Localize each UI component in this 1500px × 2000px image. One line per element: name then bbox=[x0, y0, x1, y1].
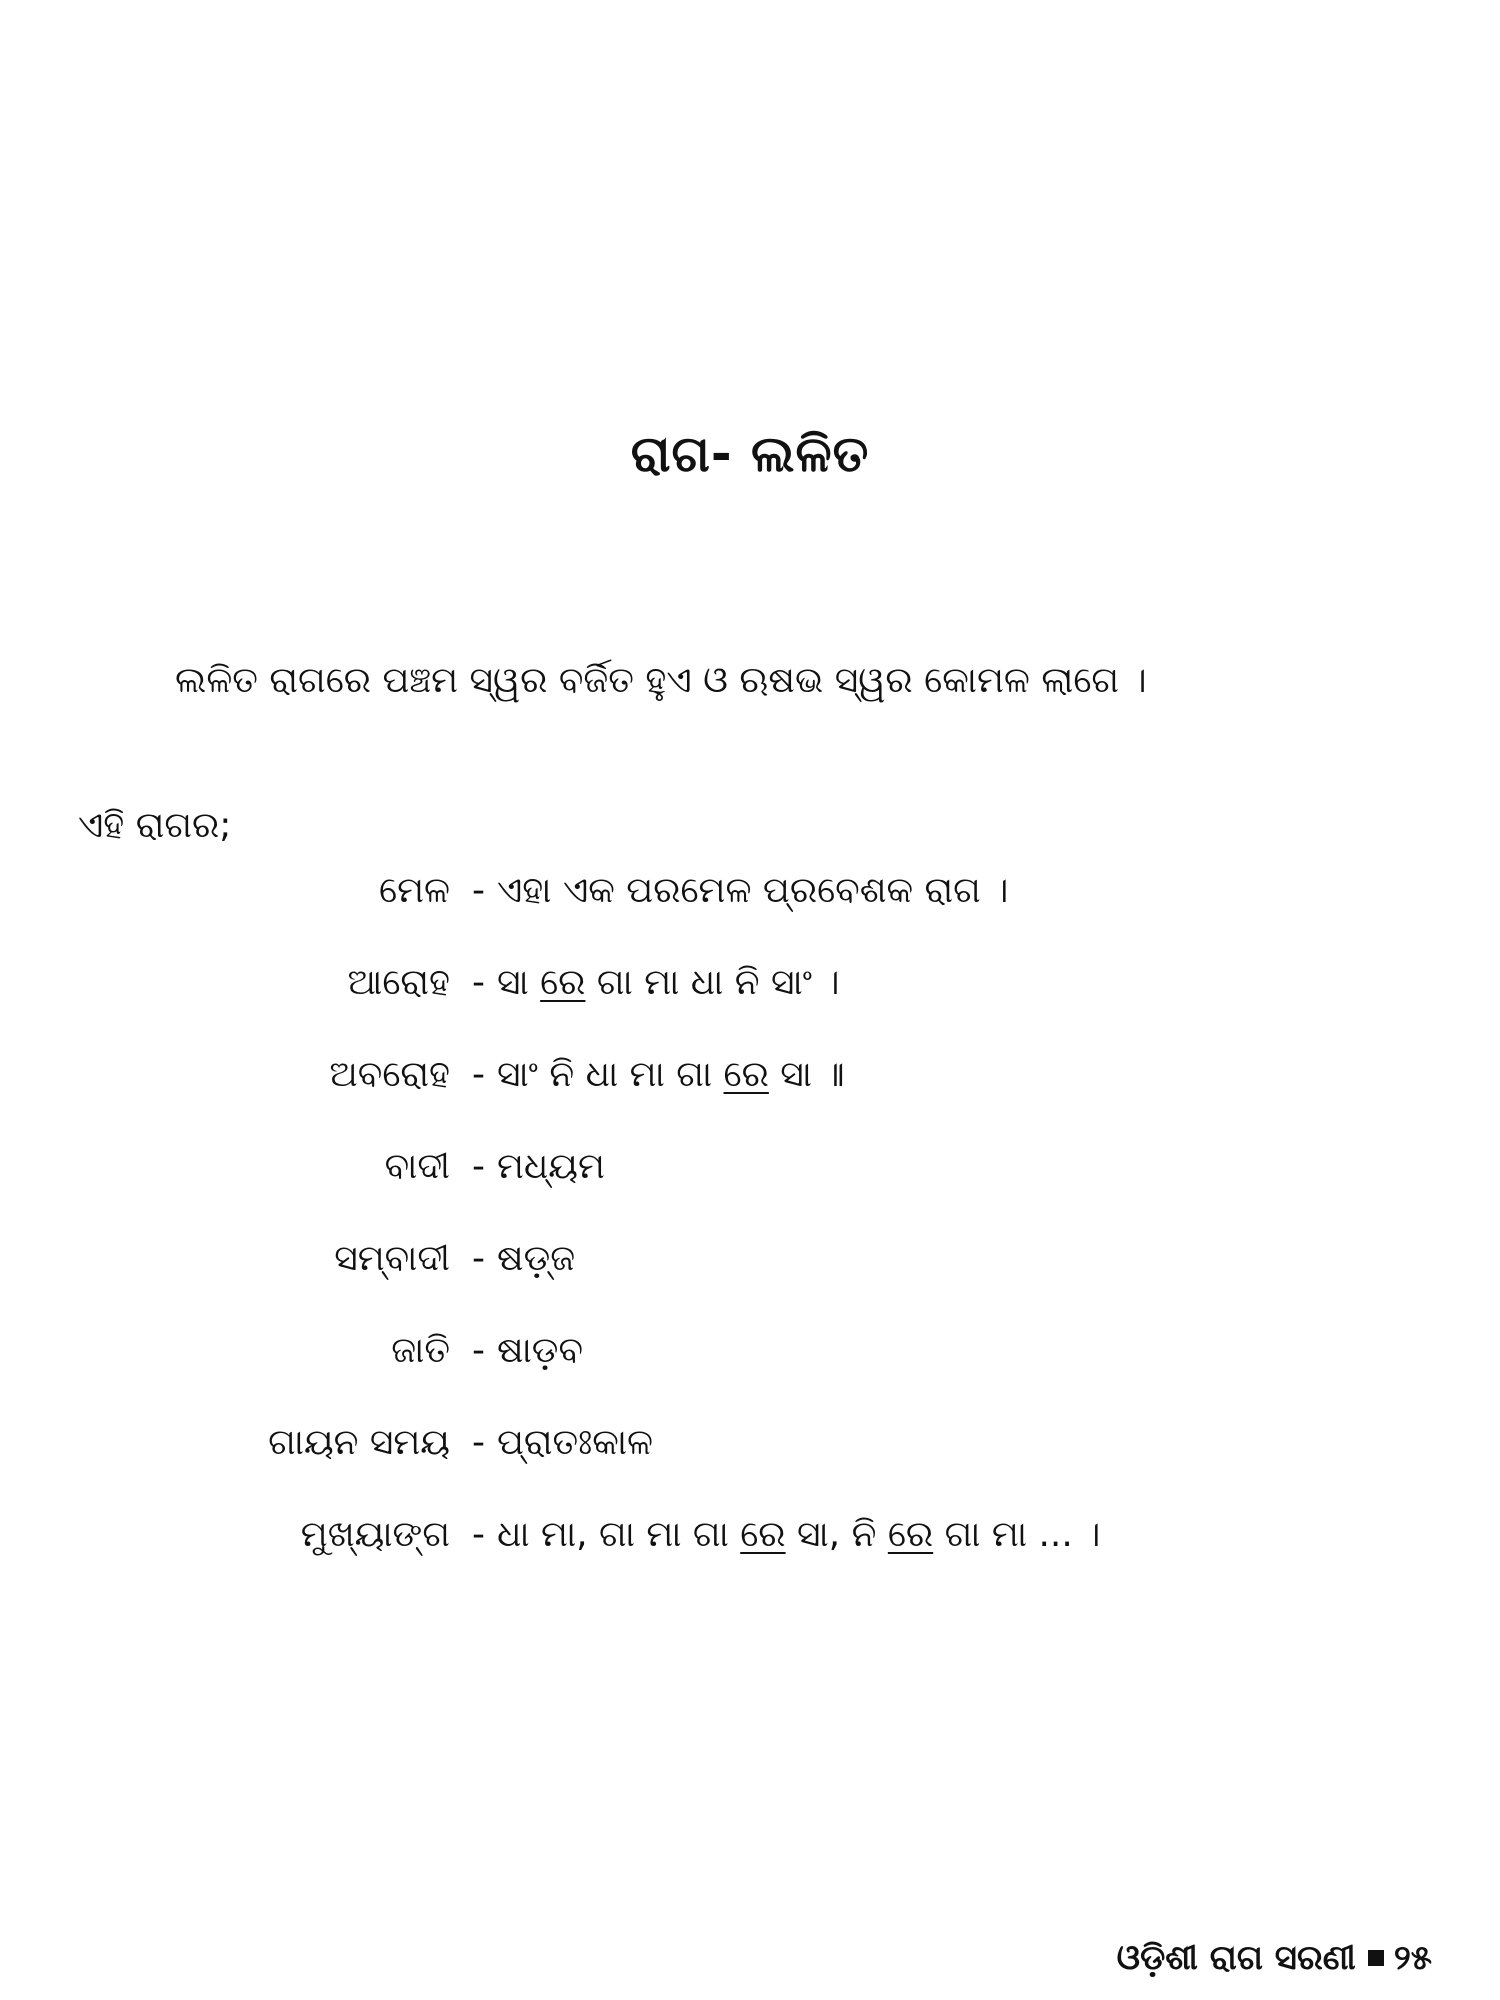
property-vadi bbox=[0, 1146, 1500, 1238]
property-value: ଏହା ଏକ ପରମେଳ ପ୍ରବେଶକ ରାଗ । bbox=[497, 870, 1009, 911]
raga-properties bbox=[0, 870, 1500, 1606]
property-label: ମୁଖ୍ୟାଙ୍ଗ bbox=[300, 1514, 450, 1555]
property-dash: - bbox=[472, 1054, 485, 1095]
swara-text: ଧା ମା, ଗା ମା ଗା bbox=[497, 1514, 741, 1555]
komal-swara: ରେ bbox=[540, 962, 586, 1003]
swara-text: ସା, ନି bbox=[785, 1514, 888, 1555]
property-value bbox=[485, 962, 840, 1004]
section-label: ଏହି ରାଗର; bbox=[78, 805, 232, 846]
komal-swara: ରେ bbox=[723, 1054, 769, 1095]
property-label: ଆରୋହ bbox=[347, 962, 450, 1003]
property-avaroha bbox=[0, 1054, 1500, 1146]
property-dash: - bbox=[472, 962, 485, 1003]
intro-paragraph: ଲଳିତ ରାଗରେ ପଞ୍ଚମ ସ୍ୱର ବର୍ଜିତ ହୁଏ ଓ ଋଷଭ ସ୍ୱର କୋମଳ ଲାଗେ । bbox=[175, 660, 1147, 701]
property-gayana-samaya bbox=[0, 1422, 1500, 1514]
property-label: ସମ୍ବାଦୀ bbox=[334, 1238, 450, 1279]
property-value bbox=[485, 1054, 845, 1096]
property-samvadi bbox=[0, 1238, 1500, 1330]
property-value: ଷଡ଼୍ଜ bbox=[497, 1238, 576, 1279]
property-label: ବାଦୀ bbox=[384, 1146, 450, 1187]
page-title: ରାଗ- ଲଳିତ bbox=[630, 425, 870, 483]
swara-text: ସା ॥ bbox=[768, 1054, 845, 1095]
property-label: ମେଳ bbox=[379, 870, 450, 911]
swara-text: ସାଂ ନି ଧା ମା ଗା bbox=[497, 1054, 724, 1095]
square-bullet-icon bbox=[1368, 1950, 1384, 1966]
property-mela bbox=[0, 870, 1500, 962]
property-aroha bbox=[0, 962, 1500, 1054]
swara-text: ଗା ମା ... । bbox=[933, 1514, 1101, 1555]
property-value: ପ୍ରାତଃକାଳ bbox=[497, 1422, 654, 1463]
swara-text: ଗା ମା ଧା ନି ସାଂ । bbox=[585, 962, 840, 1003]
komal-swara: ରେ bbox=[740, 1514, 786, 1555]
komal-swara: ରେ bbox=[887, 1514, 934, 1555]
property-dash: - bbox=[472, 1514, 485, 1555]
property-label: ଜାତି bbox=[391, 1330, 450, 1371]
property-label: ଗାୟନ ସମୟ bbox=[268, 1422, 450, 1463]
property-dash: - bbox=[472, 870, 485, 911]
property-dash: - bbox=[472, 1146, 485, 1187]
book-title: ଓଡ଼ିଶୀ ରାଗ ସରଣୀ bbox=[1116, 1938, 1356, 1978]
property-value: ମଧ୍ୟମ bbox=[497, 1146, 605, 1187]
swara-text: ସା bbox=[497, 962, 541, 1003]
property-label: ଅବରୋହ bbox=[329, 1054, 450, 1095]
property-value: ଷାଡ଼ବ bbox=[497, 1330, 584, 1371]
property-jati bbox=[0, 1330, 1500, 1422]
page-number: ୨୫ bbox=[1393, 1938, 1432, 1978]
property-dash: - bbox=[472, 1238, 485, 1279]
page-footer bbox=[1117, 1938, 1432, 1978]
property-mukhyanga bbox=[0, 1514, 1500, 1606]
property-value bbox=[485, 1514, 1100, 1556]
property-dash: - bbox=[472, 1330, 485, 1371]
property-dash: - bbox=[472, 1422, 485, 1463]
